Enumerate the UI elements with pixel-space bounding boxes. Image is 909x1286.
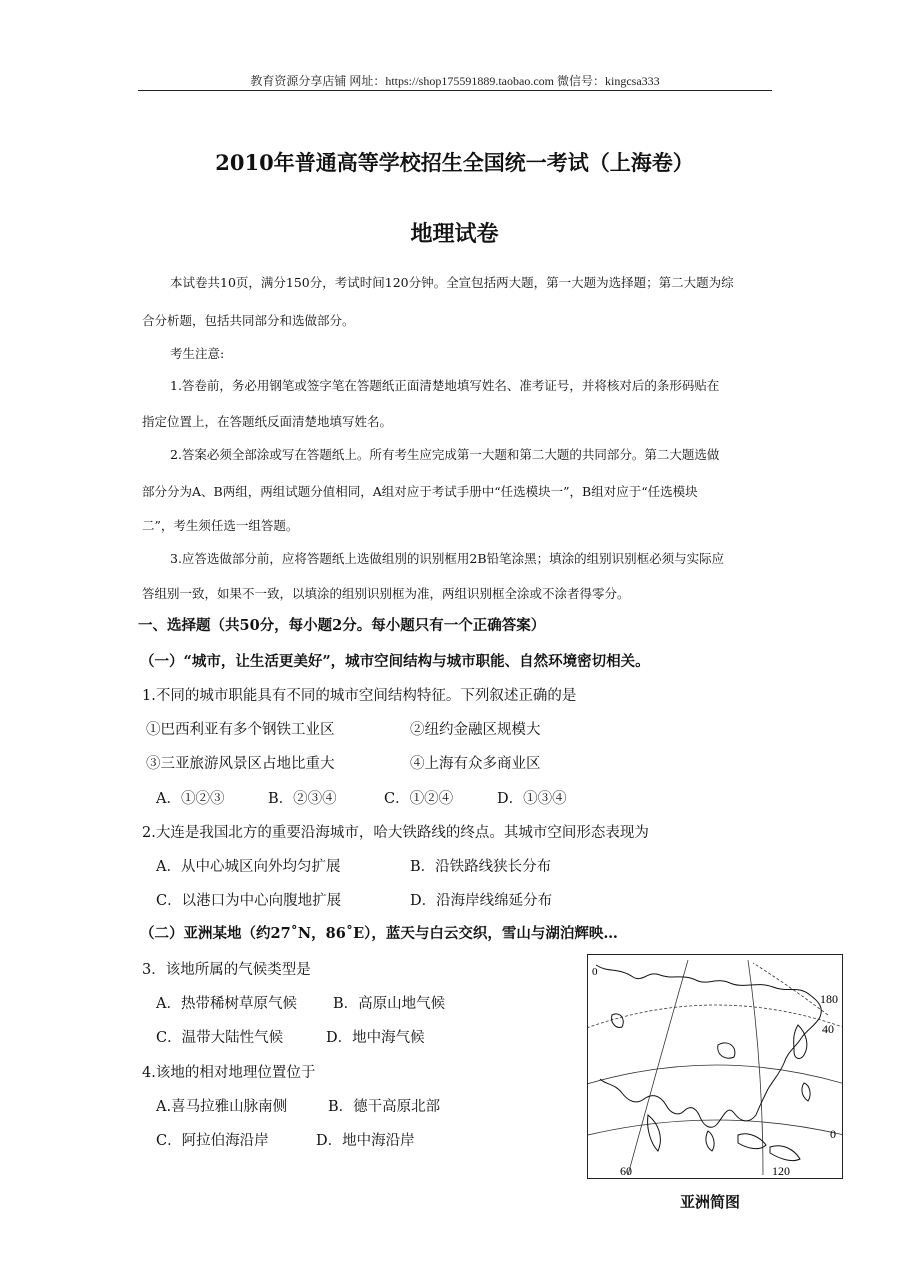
notice-3-line-2: 答组别一致，如果不一致，以填涂的组别识别框为准，两组识别框全涂或不涂者得零分。: [142, 586, 630, 601]
island-shape: [770, 1146, 800, 1161]
notice-2-line-2: 部分分为A、B两组，两组试题分值相同，A组对应于考试手册中“任选模块一”，B组对应于“任选模块: [142, 484, 698, 499]
parallel-line: [588, 1005, 843, 1035]
q4-option-c: C．阿拉伯海沿岸: [156, 1133, 269, 1149]
intro-line-1: 本试卷共10页，满分150分，考试时间120分钟。全宣包括两大题，第一大题为选择題；第二大题为综: [170, 275, 734, 290]
map-caption: 亚洲简图: [680, 1193, 741, 1211]
exam-subtitle: 地理试卷: [410, 221, 499, 247]
peninsula-shape: [648, 1115, 661, 1151]
q2-option-b: B．沿铁路线狭长分布: [410, 859, 552, 875]
notice-2-line-1: 2.答案必须全部涂或写在答题纸上。所有考生应完成第一大题和第二大题的共同部分。第二大题选做: [170, 447, 720, 462]
coastline: [596, 965, 821, 1161]
notice-1-line-2: 指定位置上，在答题纸反面清楚地填写姓名。: [142, 414, 393, 429]
page-header: 教育资源分享店铺 网址：https://shop175591889.taobao.com 微信号：kingcsa333: [250, 74, 660, 88]
q3-option-a: A．热带稀树草原气候: [156, 996, 297, 1012]
q1-option-b: B．②③④: [268, 791, 337, 807]
island-shape: [706, 1131, 714, 1151]
notice-2-line-3: 二”，考生须任选一组答题。: [142, 518, 299, 533]
q1-option-d: D．①③④: [497, 791, 567, 807]
asia-map: [587, 954, 843, 1179]
meridian-line: [753, 963, 828, 1015]
q1-statement-2: ②纽约金融区规模大: [410, 722, 541, 738]
question-3-stem: 3．该地所属的气候类型是: [142, 962, 311, 978]
asia-outline: [596, 965, 821, 1127]
q1-statement-1: ①巴西利亚有多个钢铁工业区: [146, 722, 335, 738]
parallel-line: [588, 1120, 843, 1140]
sea-shape: [612, 1014, 624, 1027]
intro-line-2: 合分析题，包括共同部分和选做部分。: [142, 313, 355, 328]
q1-option-a: A．①②③: [156, 791, 225, 807]
notice-1-line-1: 1.答卷前，务必用钢笔或签字笔在答题纸正面清楚地填写姓名、准考证号，并将核对后的条形码贴在: [170, 378, 720, 393]
group-1-heading: （一）“城市，让生活更美好”，城市空间结构与城市职能、自然环境密切相关。: [140, 653, 650, 670]
group-2-heading: （二）亚洲某地（约27˚N，86˚E），蓝天与白云交织，雪山与湖泊辉映…: [140, 925, 618, 942]
q1-statement-3: ③三亚旅游风景区占地比重大: [146, 756, 335, 772]
q1-option-c: C．①②④: [384, 791, 454, 807]
japan-island: [794, 1025, 807, 1058]
map-label-120: 120: [772, 1164, 790, 1178]
header-rule: [138, 90, 772, 91]
asia-map-svg: [588, 955, 843, 1179]
parallel-line: [588, 1065, 843, 1090]
q2-option-d: D．沿海岸线绵延分布: [410, 893, 553, 909]
exam-title: 2010年普通高等学校招生全国统一考试（上海卷）: [215, 150, 694, 175]
q4-option-b: B．德干高原北部: [328, 1099, 441, 1115]
q3-option-c: C．温带大陆性气候: [156, 1030, 284, 1046]
q1-statement-4: ④上海有众多商业区: [410, 756, 541, 772]
q4-option-d: D．地中海沿岸: [316, 1133, 415, 1149]
map-label-0-top: 0: [592, 966, 598, 978]
island-shape: [802, 1083, 810, 1101]
notice-title: 考生注意:: [170, 346, 225, 361]
map-label-60: 60: [620, 1164, 632, 1178]
lake-shape: [718, 1043, 735, 1058]
question-1-stem: 1.不同的城市职能具有不同的城市空间结构特征。下列叙述正确的是: [142, 688, 577, 704]
map-label-180: 180: [820, 992, 838, 1006]
q3-option-d: D．地中海气候: [326, 1030, 425, 1046]
question-4-stem: 4.该地的相对地理位置位于: [142, 1065, 316, 1081]
map-label-40: 40: [822, 1022, 834, 1036]
section-1-heading: 一、选择题（共50分，每小题2分。每小题只有一个正确答案）: [138, 617, 546, 634]
map-graticule: [588, 960, 843, 1175]
meridian-line: [628, 960, 688, 1175]
q2-option-a: A．从中心城区向外均匀扩展: [156, 859, 341, 875]
q3-option-b: B．高原山地气候: [333, 996, 446, 1012]
island-shape: [738, 1134, 766, 1149]
notice-3-line-1: 3.应答选做部分前，应将答题纸上选做组別的识别框用2B铅笔涂黑；填涂的组别识别框必须与实际应: [170, 551, 725, 566]
q2-option-c: C．以港口为中心向腹地扩展: [156, 893, 342, 909]
q4-option-a: A.喜马拉雅山脉南侧: [156, 1099, 288, 1115]
question-2-stem: 2.大连是我国北方的重要沿海城市，哈大铁路线的终点。其城市空间形态表现为: [142, 825, 649, 841]
map-label-0: 0: [830, 1127, 836, 1141]
